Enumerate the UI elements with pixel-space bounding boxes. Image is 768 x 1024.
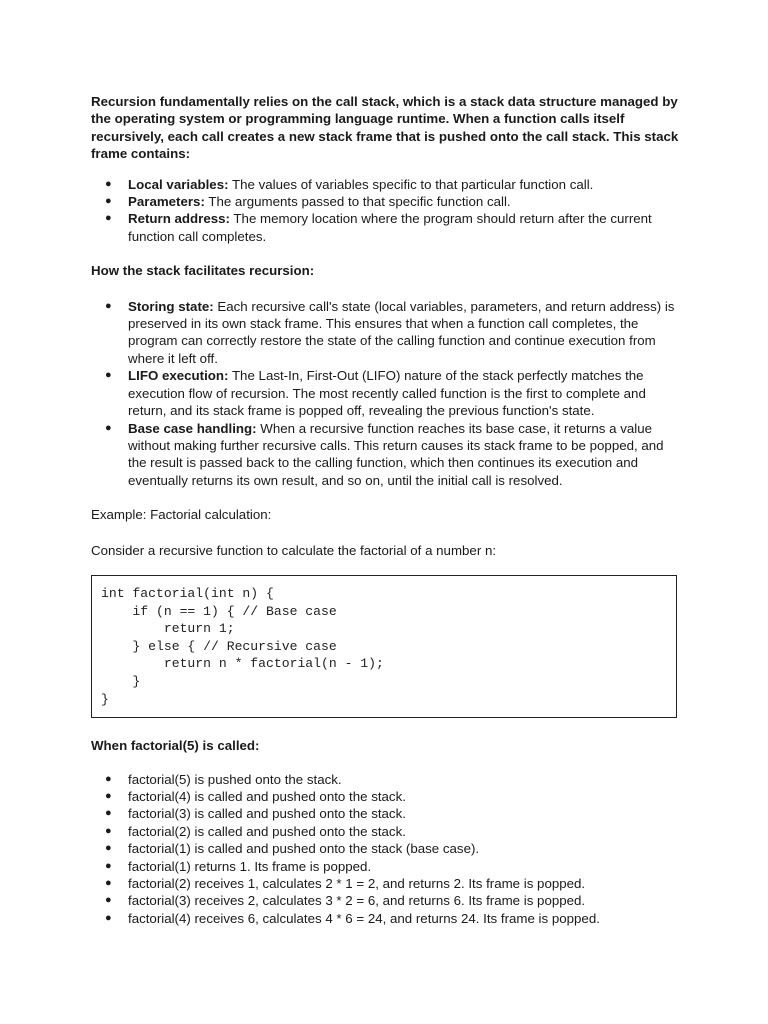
list-item xyxy=(91,858,683,875)
list-item-text: factorial(2) receives 1, calculates 2 * 1 = 2, and returns 2. Its frame is popped. xyxy=(128,875,586,891)
bullet-icon: ● xyxy=(105,195,112,208)
bullet-icon: ● xyxy=(105,299,112,312)
list-item xyxy=(91,420,683,490)
list-item-term: Local variables: xyxy=(128,176,229,192)
list-item-text: factorial(4) is called and pushed onto the stack. xyxy=(128,788,406,804)
list-item-term: Storing state: xyxy=(128,298,214,314)
list-item-text: factorial(2) is called and pushed onto the stack. xyxy=(128,823,406,839)
list-item-text: factorial(1) returns 1. Its frame is popped. xyxy=(128,858,372,874)
list-item-text: factorial(5) is pushed onto the stack. xyxy=(128,771,342,787)
bullet-icon: ● xyxy=(105,772,112,785)
list-item xyxy=(91,298,683,368)
intro-paragraph: Recursion fundamentally relies on the call stack, which is a stack data structure managed by the operating system or programming language runtime. When a function calls itself recursively, each call creates a new stack frame that is pushed onto the call stack. This stack frame contains: xyxy=(91,94,679,162)
list-item xyxy=(91,875,683,892)
list-item-text: The memory location where the program should return after the current function call completes. xyxy=(128,211,652,244)
list-item-term: Return address: xyxy=(128,211,230,227)
example-label: Example: Factorial calculation: xyxy=(91,507,272,523)
bullet-icon: ● xyxy=(105,789,112,802)
bullet-icon: ● xyxy=(105,421,112,434)
list-item xyxy=(91,892,683,909)
list-item-term: Parameters: xyxy=(128,194,205,210)
trace-heading: When factorial(5) is called: xyxy=(91,738,260,754)
list-item xyxy=(91,210,683,245)
frame-contents-list xyxy=(91,176,683,246)
bullet-icon: ● xyxy=(105,911,112,924)
list-item xyxy=(91,823,683,840)
list-item-text: The Last-In, First-Out (LIFO) nature of the stack perfectly matches the execution flow of recursion. The most recently called function is the first to complete and return, and its stack frame is popped off, revealing the previous function's state. xyxy=(128,368,646,419)
list-item xyxy=(91,788,683,805)
consider-text: Consider a recursive function to calculate the factorial of a number n: xyxy=(91,542,497,558)
bullet-icon: ● xyxy=(105,369,112,382)
bullet-icon: ● xyxy=(105,824,112,837)
code-line: } xyxy=(101,691,109,707)
bullet-icon: ● xyxy=(105,177,112,190)
list-item-text: factorial(3) is called and pushed onto the stack. xyxy=(128,806,406,822)
code-line: int factorial(int n) { xyxy=(101,585,274,601)
code-line: } else { // Recursive case xyxy=(101,638,337,654)
list-item-text: Each recursive call's state (local variables, parameters, and return address) is preserved in its own stack frame. This ensures that when a function call completes, the program can correctly restore the state of the calling function and continue execution from where it left off. xyxy=(128,298,675,366)
how-heading: How the stack facilitates recursion: xyxy=(91,263,315,279)
bullet-icon: ● xyxy=(105,807,112,820)
list-item-term: LIFO execution: xyxy=(128,368,229,384)
list-item-text: The values of variables specific to that particular function call. xyxy=(228,176,594,192)
code-line: if (n == 1) { // Base case xyxy=(101,603,337,619)
list-item xyxy=(91,910,683,927)
list-item xyxy=(91,367,683,419)
list-item xyxy=(91,840,683,857)
list-item xyxy=(91,176,683,193)
list-item-text: factorial(3) receives 2, calculates 3 * 2 = 6, and returns 6. Its frame is popped. xyxy=(128,893,586,909)
list-item-term: Base case handling: xyxy=(128,420,257,436)
list-item-text: factorial(1) is called and pushed onto the stack (base case). xyxy=(128,841,480,857)
list-item xyxy=(91,805,683,822)
list-item-text: When a recursive function reaches its base case, it returns a value without making further recursive calls. This return causes its stack frame to be popped, and the result is passed back to the calling function, which then continues its execution and eventually returns its own result, and so on, until the initial call is resolved. xyxy=(128,420,664,488)
how-list xyxy=(91,298,683,489)
bullet-icon: ● xyxy=(105,842,112,855)
code-line: return 1; xyxy=(101,621,235,637)
code-line: return n * factorial(n - 1); xyxy=(101,656,384,672)
list-item-text: The arguments passed to that specific function call. xyxy=(204,194,511,210)
trace-list xyxy=(91,771,683,928)
list-item xyxy=(91,193,683,210)
code-line: } xyxy=(101,673,141,689)
bullet-icon: ● xyxy=(105,894,112,907)
code-block xyxy=(91,575,677,718)
bullet-icon: ● xyxy=(105,876,112,889)
list-item xyxy=(91,771,683,788)
bullet-icon: ● xyxy=(105,859,112,872)
bullet-icon: ● xyxy=(105,212,112,225)
list-item-text: factorial(4) receives 6, calculates 4 * 6 = 24, and returns 24. Its frame is popped. xyxy=(128,910,600,926)
document-page xyxy=(91,93,683,927)
